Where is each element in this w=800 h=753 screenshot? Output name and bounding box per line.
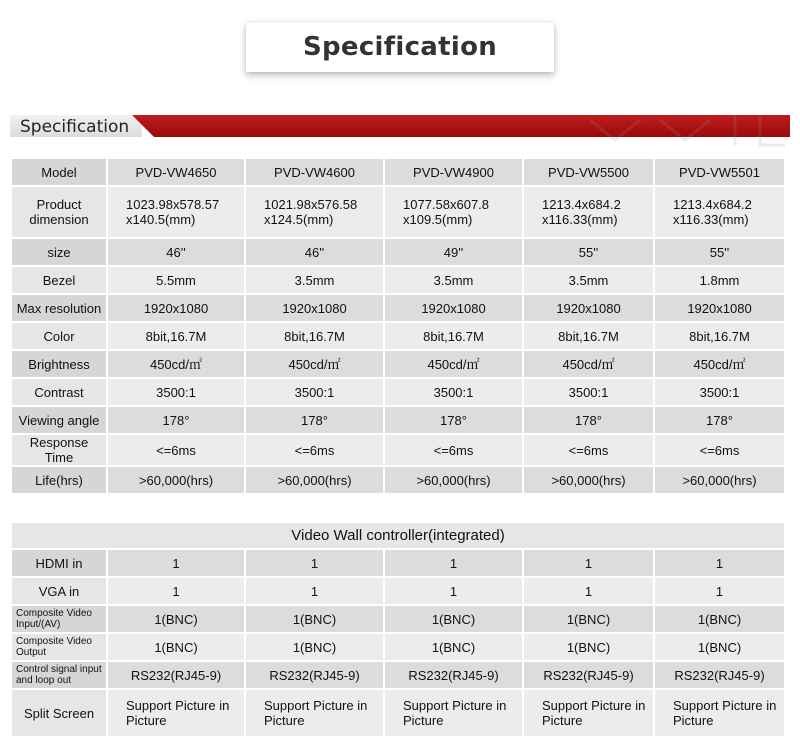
table-cell: RS232(RJ45-9)	[655, 662, 784, 688]
table-cell: 178°	[524, 407, 653, 433]
watermark-icon	[585, 110, 790, 150]
table-cell: 1	[108, 578, 244, 604]
table-cell: <=6ms	[524, 435, 653, 465]
table-cell: RS232(RJ45-9)	[246, 662, 383, 688]
table-cell: 55''	[655, 239, 784, 265]
header-cell: Model	[12, 159, 106, 185]
table-cell: 450cd/㎡	[385, 351, 522, 377]
row-label: Bezel	[12, 267, 106, 293]
row-label: Brightness	[12, 351, 106, 377]
table-row	[12, 606, 784, 632]
table-cell: 1	[524, 578, 653, 604]
table-cell: 450cd/㎡	[524, 351, 653, 377]
table-row	[12, 634, 784, 660]
row-label: Color	[12, 323, 106, 349]
header-cell: PVD-VW4600	[246, 159, 383, 185]
table-cell: 178°	[108, 407, 244, 433]
table-header-row	[12, 159, 784, 185]
row-label: VGA in	[12, 578, 106, 604]
row-label: Product dimension	[12, 187, 106, 237]
row-label: Response Time	[12, 435, 106, 465]
row-label: Composite Video Output	[12, 634, 106, 660]
table-cell: <=6ms	[655, 435, 784, 465]
table-cell: 1023.98x578.57 x140.5(mm)	[108, 187, 244, 237]
table-cell: 55''	[524, 239, 653, 265]
row-label: Contrast	[12, 379, 106, 405]
table-cell: 8bit,16.7M	[655, 323, 784, 349]
table-cell: 8bit,16.7M	[246, 323, 383, 349]
table-cell: 1(BNC)	[524, 634, 653, 660]
table-cell: 1(BNC)	[655, 634, 784, 660]
table-cell: 1	[385, 578, 522, 604]
table-cell: 450cd/㎡	[655, 351, 784, 377]
table-cell: 1920x1080	[246, 295, 383, 321]
table-row	[12, 467, 784, 493]
table-cell: <=6ms	[246, 435, 383, 465]
table-cell: 178°	[246, 407, 383, 433]
row-label: size	[12, 239, 106, 265]
table-cell: 3500:1	[246, 379, 383, 405]
table-cell: <=6ms	[385, 435, 522, 465]
table-cell: 3500:1	[108, 379, 244, 405]
table-cell: 5.5mm	[108, 267, 244, 293]
header-cell: PVD-VW4650	[108, 159, 244, 185]
table-cell: 1.8mm	[655, 267, 784, 293]
section-title: Specification	[20, 117, 130, 137]
table-row	[12, 379, 784, 405]
table-cell: 450cd/㎡	[108, 351, 244, 377]
table-row	[12, 435, 784, 465]
row-label: Life(hrs)	[12, 467, 106, 493]
table-cell: 3.5mm	[385, 267, 522, 293]
table-cell: >60,000(hrs)	[108, 467, 244, 493]
header-cell: PVD-VW5501	[655, 159, 784, 185]
table-row	[12, 407, 784, 433]
table-cell: 1(BNC)	[385, 634, 522, 660]
table-row	[12, 267, 784, 293]
table-cell: 1	[385, 550, 522, 576]
table-cell: Support Picture in Picture	[246, 690, 383, 736]
table-cell: 1(BNC)	[246, 634, 383, 660]
table-row	[12, 550, 784, 576]
table-row	[12, 690, 784, 736]
page-title: Specification	[246, 22, 554, 72]
table-cell: 1	[655, 578, 784, 604]
controller-table-caption: Video Wall controller(integrated)	[12, 523, 784, 548]
table-cell: RS232(RJ45-9)	[385, 662, 522, 688]
table-cell: 3500:1	[385, 379, 522, 405]
table-cell: 1	[246, 578, 383, 604]
table-cell: Support Picture in Picture	[385, 690, 522, 736]
table-cell: 8bit,16.7M	[524, 323, 653, 349]
table-cell: 1(BNC)	[524, 606, 653, 632]
table-row	[12, 323, 784, 349]
table-cell: 1021.98x576.58 x124.5(mm)	[246, 187, 383, 237]
table-row	[12, 662, 784, 688]
table-cell: 1(BNC)	[385, 606, 522, 632]
table-cell: >60,000(hrs)	[524, 467, 653, 493]
table-cell: 1	[108, 550, 244, 576]
table-cell: 1	[246, 550, 383, 576]
table-row	[12, 239, 784, 265]
table-cell: 1920x1080	[108, 295, 244, 321]
table-cell: RS232(RJ45-9)	[108, 662, 244, 688]
table-cell: <=6ms	[108, 435, 244, 465]
table-cell: 1920x1080	[385, 295, 522, 321]
row-label: Max resolution	[12, 295, 106, 321]
table-cell: 8bit,16.7M	[385, 323, 522, 349]
row-label: Viewing angle	[12, 407, 106, 433]
table-cell: 1(BNC)	[246, 606, 383, 632]
table-row	[12, 578, 784, 604]
header-cell: PVD-VW5500	[524, 159, 653, 185]
row-label: Control signal input and loop out	[12, 662, 106, 688]
table-cell: Support Picture in Picture	[108, 690, 244, 736]
table-cell: 1(BNC)	[655, 606, 784, 632]
table-cell: >60,000(hrs)	[246, 467, 383, 493]
row-label: Composite Video Input/(AV)	[12, 606, 106, 632]
table-cell: 1	[524, 550, 653, 576]
table-cell: RS232(RJ45-9)	[524, 662, 653, 688]
table-cell: >60,000(hrs)	[385, 467, 522, 493]
table-cell: 450cd/㎡	[246, 351, 383, 377]
table-row	[12, 295, 784, 321]
table-cell: 1213.4x684.2 x116.33(mm)	[524, 187, 653, 237]
header-cell: PVD-VW4900	[385, 159, 522, 185]
table-cell: 1	[655, 550, 784, 576]
table-cell: 46''	[246, 239, 383, 265]
spec-table	[10, 157, 786, 495]
table-cell: 46''	[108, 239, 244, 265]
table-cell: 178°	[655, 407, 784, 433]
table-cell: >60,000(hrs)	[655, 467, 784, 493]
table-cell: 1077.58x607.8 x109.5(mm)	[385, 187, 522, 237]
table-row	[12, 187, 784, 237]
table-cell: 1213.4x684.2 x116.33(mm)	[655, 187, 784, 237]
table-cell: 1(BNC)	[108, 634, 244, 660]
table-cell: 3.5mm	[246, 267, 383, 293]
table-cell: 49''	[385, 239, 522, 265]
table-row	[12, 351, 784, 377]
table-cell: 178°	[385, 407, 522, 433]
table-cell: 3500:1	[655, 379, 784, 405]
table-cell: Support Picture in Picture	[524, 690, 653, 736]
table-cell: Support Picture in Picture	[655, 690, 784, 736]
table-caption-row	[12, 523, 784, 548]
table-cell: 1920x1080	[524, 295, 653, 321]
table-cell: 3500:1	[524, 379, 653, 405]
row-label: HDMI in	[12, 550, 106, 576]
controller-table	[10, 521, 786, 738]
table-cell: 1(BNC)	[108, 606, 244, 632]
table-cell: 8bit,16.7M	[108, 323, 244, 349]
table-cell: 1920x1080	[655, 295, 784, 321]
table-cell: 3.5mm	[524, 267, 653, 293]
row-label: Split Screen	[12, 690, 106, 736]
